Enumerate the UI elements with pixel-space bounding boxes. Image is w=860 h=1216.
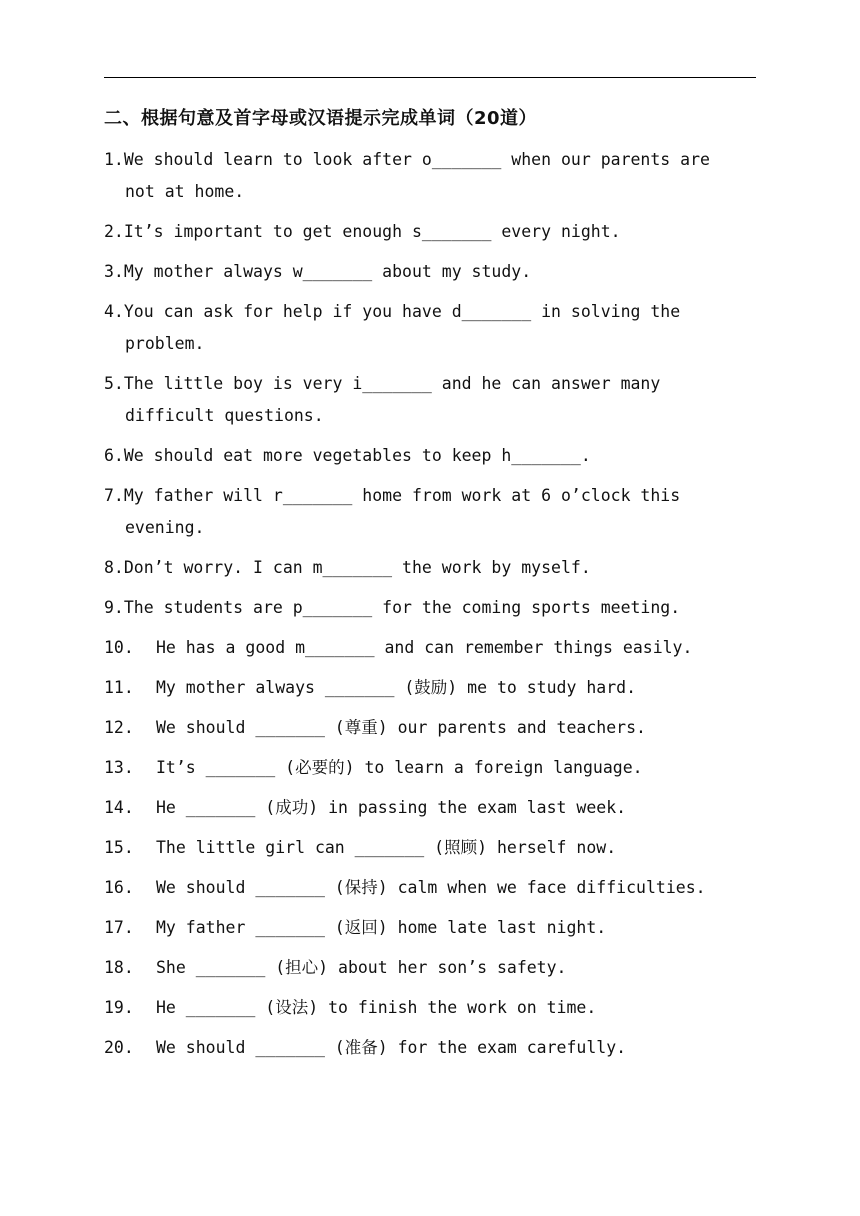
question-text: The little girl can _______ (照顾) herself now. — [156, 838, 617, 857]
question-text: It’s _______ (必要的) to learn a foreign language. — [156, 758, 643, 777]
question-text: My father _______ (返回) home late last night. — [156, 918, 607, 937]
question-item — [104, 632, 744, 672]
question-item — [104, 712, 744, 752]
question-text: We should _______ (准备) for the exam carefully. — [156, 1038, 627, 1057]
question-text: It’s important to get enough s_______ every night. — [123, 222, 621, 241]
question-text: He has a good m_______ and can remember things easily. — [156, 638, 693, 657]
question-item — [104, 440, 744, 480]
question-number: 14. — [104, 798, 134, 817]
question-number: 8. — [104, 558, 124, 577]
question-number: 16. — [104, 878, 134, 897]
question-number: 13. — [104, 758, 134, 777]
question-text: My father will r_______ home from work at 6 o’clock this — [123, 486, 681, 505]
question-number: 11. — [104, 678, 134, 697]
question-number: 5. — [104, 374, 124, 393]
question-number: 6. — [104, 446, 124, 465]
question-text: She _______ (担心) about her son’s safety. — [156, 958, 567, 977]
question-item — [104, 832, 744, 872]
question-number: 12. — [104, 718, 134, 737]
question-text: My mother always w_______ about my study. — [123, 262, 532, 281]
question-text: We should _______ (保持) calm when we face difficulties. — [156, 878, 706, 897]
question-number: 20. — [104, 1038, 134, 1057]
question-item — [104, 216, 744, 256]
question-number: 18. — [104, 958, 134, 977]
question-item — [104, 296, 744, 368]
question-number: 9. — [104, 598, 124, 617]
question-text: My mother always _______ (鼓励) me to study hard. — [156, 678, 637, 697]
question-item — [104, 480, 744, 552]
question-item — [104, 752, 744, 792]
question-number: 2. — [104, 222, 124, 241]
question-item — [104, 1032, 744, 1072]
question-item — [104, 552, 744, 592]
question-text: He _______ (设法) to finish the work on time. — [156, 998, 597, 1017]
question-item — [104, 368, 744, 440]
question-text: We should learn to look after o_______ when our parents are — [123, 150, 710, 169]
question-text: We should _______ (尊重) our parents and teachers. — [156, 718, 646, 737]
question-text: You can ask for help if you have d_______ in solving the — [123, 302, 681, 321]
question-number: 3. — [104, 262, 124, 281]
question-item — [104, 992, 744, 1032]
top-divider — [104, 77, 756, 78]
question-text: Don’t worry. I can m_______ the work by myself. — [123, 558, 591, 577]
question-number: 4. — [104, 302, 124, 321]
question-text-continued: difficult questions. — [125, 405, 324, 425]
question-item — [104, 592, 744, 632]
question-number: 10. — [104, 638, 134, 657]
section-heading: 二、根据句意及首字母或汉语提示完成单词（20道） — [104, 108, 538, 129]
question-number: 15. — [104, 838, 134, 857]
question-item — [104, 256, 744, 296]
question-text: We should eat more vegetables to keep h_______. — [123, 446, 591, 465]
question-text-continued: not at home. — [125, 181, 245, 201]
question-number: 7. — [104, 486, 124, 505]
question-text-continued: evening. — [125, 517, 205, 537]
question-item — [104, 872, 744, 912]
question-item — [104, 672, 744, 712]
question-item — [104, 952, 744, 992]
question-item — [104, 144, 744, 216]
question-text: The little boy is very i_______ and he can answer many — [123, 374, 661, 393]
question-list — [104, 144, 744, 1072]
question-item — [104, 912, 744, 952]
question-item — [104, 792, 744, 832]
question-text: The students are p_______ for the coming sports meeting. — [123, 598, 681, 617]
question-number: 19. — [104, 998, 134, 1017]
question-text-continued: problem. — [125, 333, 205, 353]
question-number: 17. — [104, 918, 134, 937]
question-text: He _______ (成功) in passing the exam last week. — [156, 798, 627, 817]
question-number: 1. — [104, 150, 124, 169]
